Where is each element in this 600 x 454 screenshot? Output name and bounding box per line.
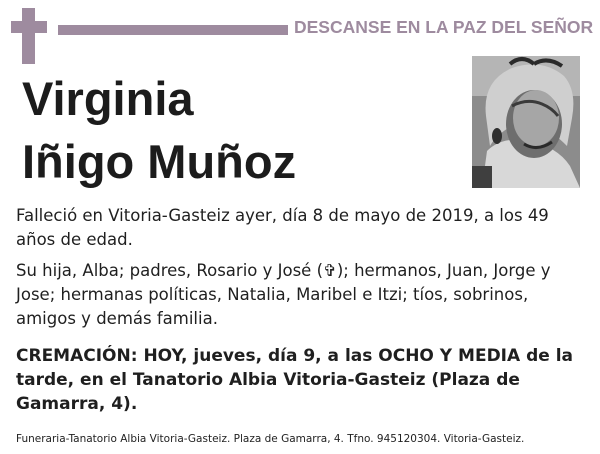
- header-text: DESCANSE EN LA PAZ DEL SEÑOR: [294, 17, 594, 37]
- death-notice-text: Falleció en Vitoria-Gasteiz ayer, día 8 de mayo de 2019, a los 49 años de edad.: [16, 206, 549, 249]
- header-band: [58, 25, 288, 35]
- funeral-home-footer: Funeraria-Tanatorio Albia Vitoria-Gasteiz. Plaza de Gamarra, 4. Tfno. 945120304. Vitoria-Gasteiz.: [16, 433, 525, 445]
- family-list-text: Su hija, Alba; padres, Rosario y José (✞); hermanos, Juan, Jorge y Jose; hermanas políticas, Natalia, Maribel e Itzi; tíos, sobrinos, amigos y demás familia.: [16, 261, 551, 328]
- portrait-photo: [472, 56, 580, 188]
- cross-icon-bar: [11, 21, 47, 33]
- cremation-details: CREMACIÓN: HOY, jueves, día 9, a las OCHO Y MEDIA de la tarde, en el Tanatorio Albia Vitoria-Gasteiz (Plaza de Gamarra, 4).: [16, 346, 573, 414]
- deceased-surnames: Iñigo Muñoz: [22, 135, 297, 188]
- deceased-first-name: Virginia: [22, 72, 194, 125]
- cross-icon: [22, 8, 35, 64]
